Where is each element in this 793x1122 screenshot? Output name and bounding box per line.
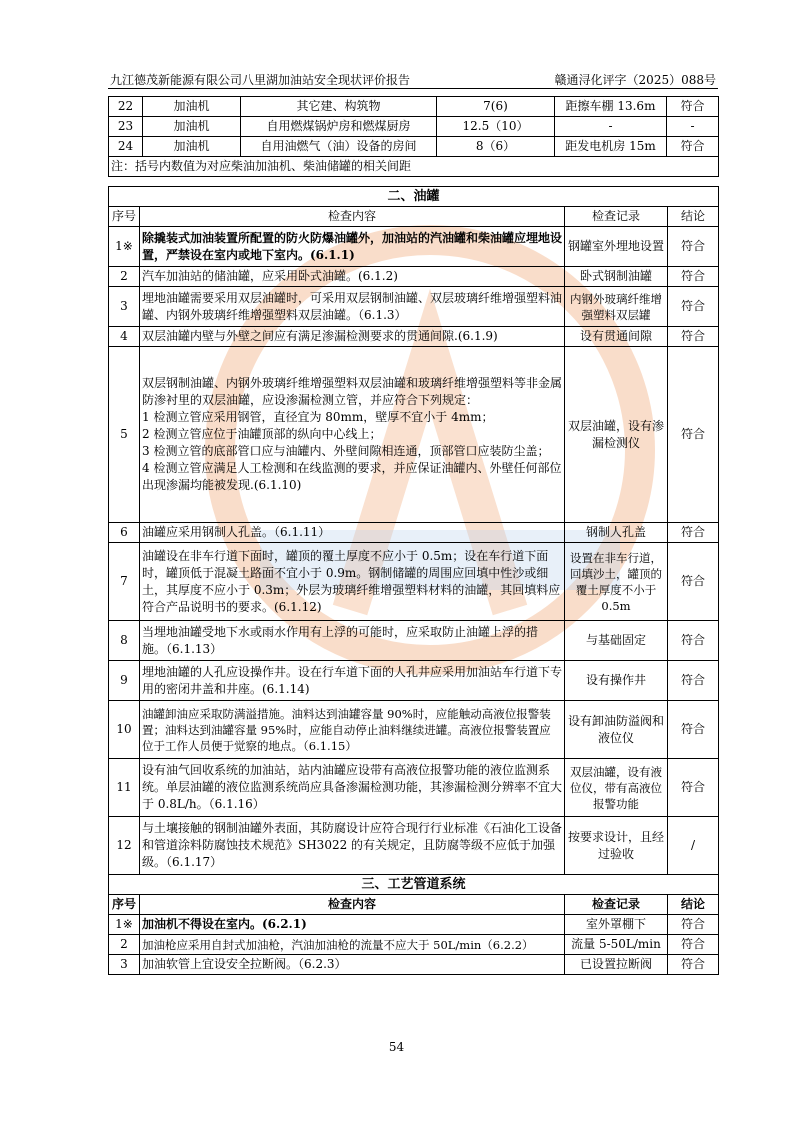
row-record: 钢制人孔盖 — [565, 523, 668, 543]
row-record: - — [555, 117, 667, 137]
row-no: 10 — [109, 701, 140, 759]
col-header-record: 检查记录 — [565, 895, 668, 915]
row-result: 符合 — [668, 523, 719, 543]
row-record: 距发电机房 15m — [555, 137, 667, 157]
row-record: 距擦车棚 13.6m — [555, 97, 667, 117]
row-item: 其它建、构筑物 — [241, 97, 437, 117]
row-no: 2 — [109, 935, 140, 955]
row-no: 4 — [109, 327, 140, 347]
page-number: 54 — [388, 1040, 405, 1054]
row-content: 加油枪应采用自封式加油枪，汽油加油枪的流量不应大于 50L/min（6.2.2） — [140, 935, 565, 955]
row-content: 埋地油罐需要采用双层油罐时，可采用双层钢制油罐、双层玻璃纤维增强塑料油罐、内钢外玻璃纤维增强塑料双层油罐。（6.1.3） — [140, 287, 565, 327]
table-row — [109, 915, 719, 935]
row-no: 5 — [109, 347, 140, 523]
content-line: 1 检测立管应采用钢管，直径宜为 80mm，壁厚不宜小于 4mm； — [142, 410, 494, 424]
row-result: 符合 — [668, 543, 719, 621]
row-record: 内钢外玻璃纤维增强塑料双层罐 — [565, 287, 668, 327]
row-record: 钢罐室外埋地设置 — [565, 227, 668, 267]
row-result: - — [667, 117, 719, 137]
row-content: 加油软管上宜设安全拉断阀。（6.2.3） — [140, 955, 565, 975]
row-result: 符合 — [668, 267, 719, 287]
row-record: 双层油罐，设有液位仪，带有高液位报警功能 — [565, 759, 668, 817]
row-result: 符合 — [668, 227, 719, 267]
table-row — [109, 287, 719, 327]
row-result: 符合 — [668, 327, 719, 347]
row-record: 设置在非车行道，回填沙土，罐顶的覆土厚度不小于 0.5m — [565, 543, 668, 621]
col-header-result: 结论 — [668, 207, 719, 227]
table-row — [109, 97, 719, 117]
row-result: / — [668, 817, 719, 875]
row-no: 3 — [109, 287, 140, 327]
row-type: 加油机 — [143, 117, 241, 137]
row-type: 加油机 — [143, 137, 241, 157]
row-result: 符合 — [668, 935, 719, 955]
table-row — [109, 621, 719, 661]
col-header-no: 序号 — [109, 895, 140, 915]
tank-check-table — [108, 186, 719, 975]
row-result: 符合 — [667, 137, 719, 157]
table-row — [109, 661, 719, 701]
row-content: 汽车加油站的储油罐，应采用卧式油罐。(6.1.2) — [140, 267, 565, 287]
row-record: 与基础固定 — [565, 621, 668, 661]
row-distance: 8（6） — [437, 137, 555, 157]
content-line: 双层钢制油罐、内钢外玻璃纤维增强塑料双层油罐和玻璃纤维增强塑料等非金属防渗衬里的双层油罐，应设渗漏检测立管，并应符合下列规定： — [142, 376, 563, 407]
row-no: 9 — [109, 661, 140, 701]
table-row — [109, 523, 719, 543]
row-record: 室外罩棚下 — [565, 915, 668, 935]
table-row — [109, 227, 719, 267]
table-row — [109, 543, 719, 621]
row-no: 6 — [109, 523, 140, 543]
row-content: 油罐设在非车行道下面时，罐顶的覆土厚度不应小于 0.5m；设在车行道下面时，罐顶低于混凝土路面不宜小于 0.9m。钢制储罐的周围应回填中性沙或细土，其厚度不应小于 0.3m；外层为玻璃纤维增强塑料材料的油罐，其回填料应符合产品说明书的要求。(6.1.12) — [140, 543, 565, 621]
row-no: 2 — [109, 267, 140, 287]
header-left: 九江德茂新能源有限公司八里湖加油站安全现状评价报告 — [110, 73, 411, 87]
row-result: 符合 — [668, 759, 719, 817]
row-type: 加油机 — [143, 97, 241, 117]
page-header — [108, 70, 718, 89]
row-distance: 7(6) — [437, 97, 555, 117]
row-record: 已设置拉断阀 — [565, 955, 668, 975]
row-record: 设有操作井 — [565, 661, 668, 701]
table-row — [109, 117, 719, 137]
table-note: 注：括号内数值为对应柴油加油机、柴油储罐的相关间距 — [109, 157, 719, 177]
row-result: 符合 — [667, 97, 719, 117]
col-header-record: 检查记录 — [565, 207, 668, 227]
table-row — [109, 701, 719, 759]
row-result: 符合 — [668, 287, 719, 327]
table-note-row — [109, 157, 719, 177]
content-line: 3 检测立管的底部管口应与油罐内、外壁间隙相连通，顶部管口应装防尘盖； — [142, 444, 550, 458]
row-no: 3 — [109, 955, 140, 975]
row-result: 符合 — [668, 347, 719, 523]
table-header-row — [109, 207, 719, 227]
row-distance: 12.5（10） — [437, 117, 555, 137]
row-result: 符合 — [668, 955, 719, 975]
table-row — [109, 347, 719, 523]
section-title: 二、油罐 — [109, 187, 719, 207]
row-content: 除撬装式加油装置所配置的防火防爆油罐外，加油站的汽油罐和柴油罐应埋地设置，严禁设在室内或地下室内。(6.1.1) — [140, 227, 565, 267]
row-record: 设有贯通间隙 — [565, 327, 668, 347]
row-content: 当埋地油罐受地下水或雨水作用有上浮的可能时，应采取防止油罐上浮的措施。（6.1.13） — [140, 621, 565, 661]
header-right: 赣通浔化评字（2025）088号 — [554, 73, 716, 87]
col-header-no: 序号 — [109, 207, 140, 227]
row-no: 12 — [109, 817, 140, 875]
col-header-content: 检查内容 — [140, 207, 565, 227]
row-record: 设有卸油防溢阀和液位仪 — [565, 701, 668, 759]
row-result: 符合 — [668, 621, 719, 661]
row-result: 符合 — [668, 661, 719, 701]
row-content: 油罐卸油应采取防满溢措施。油料达到油罐容量 90%时，应能触动高液位报警装置；油料达到油罐容量 95%时，应能自动停止油料继续进罐。高液位报警装置应位于工作人员便于觉察的地点。（6.1.15） — [140, 701, 565, 759]
row-content: 油罐应采用钢制人孔盖。（6.1.11） — [140, 523, 565, 543]
table-row — [109, 327, 719, 347]
row-no: 24 — [109, 137, 143, 157]
row-item: 自用燃煤锅炉房和燃煤厨房 — [241, 117, 437, 137]
row-content: 埋地油罐的人孔应设操作井。设在行车道下面的人孔井应采用加油站车行道下专用的密闭井盖和井座。(6.1.14) — [140, 661, 565, 701]
table-row — [109, 137, 719, 157]
row-no: 1※ — [109, 227, 140, 267]
row-no: 7 — [109, 543, 140, 621]
row-content: 设有油气回收系统的加油站，站内油罐应设带有高液位报警功能的液位监测系统。单层油罐的液位监测系统尚应具备渗漏检测功能，其渗漏检测分辨率不宜大于 0.8L/h。（6.1.16） — [140, 759, 565, 817]
col-header-result: 结论 — [668, 895, 719, 915]
content-line: 2 检测立管应位于油罐顶部的纵向中心线上； — [142, 427, 382, 441]
row-content: 加油机不得设在室内。(6.2.1) — [140, 915, 565, 935]
row-no: 22 — [109, 97, 143, 117]
row-no: 1※ — [109, 915, 140, 935]
section-title: 三、工艺管道系统 — [109, 875, 719, 895]
row-no: 11 — [109, 759, 140, 817]
row-record: 双层油罐，设有渗漏检测仪 — [565, 347, 668, 523]
row-record: 卧式钢制油罐 — [565, 267, 668, 287]
spacing-table-continued — [108, 96, 719, 177]
row-content: 与土壤接触的钢制油罐外表面，其防腐设计应符合现行行业标准《石油化工设备和管道涂料防腐蚀技术规范》SH3022 的有关规定，且防腐等级不应低于加强级。（6.1.17） — [140, 817, 565, 875]
row-no: 23 — [109, 117, 143, 137]
row-record: 流量 5-50L/min — [565, 935, 668, 955]
row-result: 符合 — [668, 915, 719, 935]
table-row — [109, 759, 719, 817]
row-item: 自用油燃气（油）设备的房间 — [241, 137, 437, 157]
row-content: 双层油罐内壁与外壁之间应有满足渗漏检测要求的贯通间隙.(6.1.9) — [140, 327, 565, 347]
table-row — [109, 267, 719, 287]
content-line: 4 检测立管应满足人工检测和在线监测的要求，并应保证油罐内、外壁任何部位出现渗漏均能被发现.(6.1.10) — [142, 461, 562, 492]
table-row — [109, 817, 719, 875]
col-header-content: 检查内容 — [140, 895, 565, 915]
table-header-row — [109, 895, 719, 915]
row-no: 8 — [109, 621, 140, 661]
table-row — [109, 955, 719, 975]
row-record: 按要求设计，且经过验收 — [565, 817, 668, 875]
table-row — [109, 935, 719, 955]
row-content — [140, 347, 565, 523]
row-result: 符合 — [668, 701, 719, 759]
